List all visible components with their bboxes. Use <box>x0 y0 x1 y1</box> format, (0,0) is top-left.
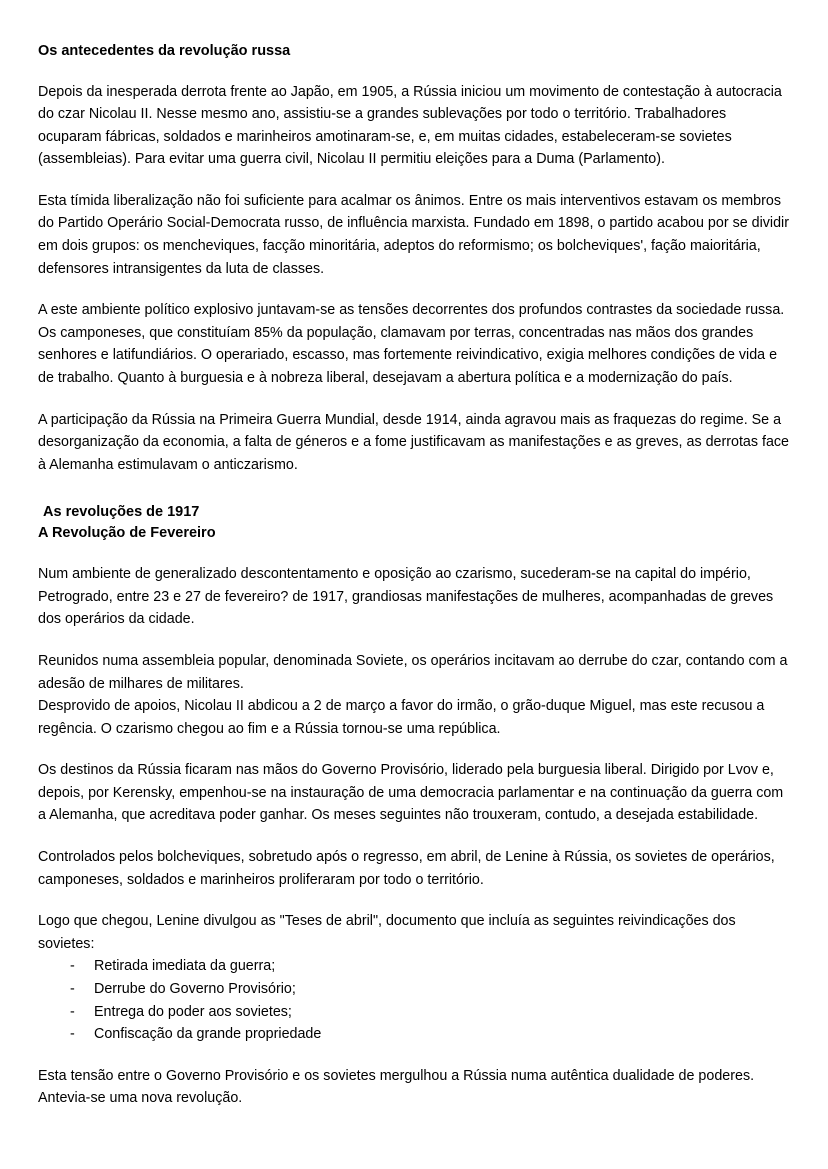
paragraph: Esta tímida liberalização não foi suficiente para acalmar os ânimos. Entre os mais interventivos estavam os membros do Partido Operário Social-Democrata russo, de influência marxista. Fundado em 1898, o partido acabou por se dividir em dois grupos: os mencheviques, facção minoritária, adeptos do reformismo; os bolcheviques', fação maioritária, defensores intransigentes da luta de classes. <box>38 192 789 277</box>
paragraph: Controlados pelos bolcheviques, sobretudo após o regresso, em abril, de Lenine à Rússia, os sovietes de operários, camponeses, soldados e marinheiros proliferaram por todo o território. <box>38 849 775 888</box>
paragraph: Logo que chegou, Lenine divulgou as "Teses de abril", documento que incluía as seguintes reivindicações dos sovietes: <box>38 913 736 952</box>
list-marker: - <box>70 958 75 975</box>
list-item-label: Derrube do Governo Provisório; <box>94 980 296 997</box>
paragraph: Reunidos numa assembleia popular, denominada Soviete, os operários incitavam ao derrube do czar, contando com a adesão de milhares de militares. <box>38 653 788 692</box>
list-marker: - <box>70 980 75 997</box>
list-item <box>70 1023 790 1046</box>
page-title: Os antecedentes da revolução russa <box>38 43 291 59</box>
list-item <box>70 955 790 978</box>
list-item-label: Confiscação da grande propriedade <box>94 1026 322 1043</box>
list-item-label: Entrega do poder aos sovietes; <box>94 1003 292 1020</box>
list-marker: - <box>70 1003 75 1020</box>
paragraph: A participação da Rússia na Primeira Guerra Mundial, desde 1914, ainda agravou mais as fraquezas do regime. Se a desorganização da economia, a falta de géneros e a fome justificavam as manifestações e as greves, as derrotas face à Alemanha estimulavam o anticzarismo. <box>38 411 790 473</box>
paragraph: Depois da inesperada derrota frente ao Japão, em 1905, a Rússia iniciou um movimento de contestação à autocracia do czar Nicolau II. Nesse mesmo ano, assistiu-se a grandes sublevações por todo o território. Trabalhadores ocuparam fábricas, soldados e marinheiros amotinaram-se, e, em muitas cidades, estabeleceram-se sovietes (assembleias). Para evitar uma guerra civil, Nicolau II permitiu eleições para a Duma (Parlamento). <box>38 83 782 168</box>
section-heading-fevereiro: A Revolução de Fevereiro <box>38 525 216 542</box>
paragraph: Num ambiente de generalizado descontentamento e oposição ao czarismo, sucederam-se na capital do império, Petrogrado, entre 23 e 27 de fevereiro? de 1917, grandiosas manifestações de mulheres, acompanhadas de greves dos operários da cidade. <box>38 566 774 628</box>
paragraph: Desprovido de apoios, Nicolau II abdicou a 2 de março a favor do irmão, o grão-duque Miguel, mas este recusou a regência. O czarismo chegou ao fim e a Rússia tornou-se uma república. <box>38 698 765 737</box>
section-heading-revolucoes <box>38 502 790 523</box>
demands-list <box>38 955 790 1045</box>
list-marker: - <box>70 1026 75 1043</box>
paragraph: A este ambiente político explosivo juntavam-se as tensões decorrentes dos profundos contrastes da sociedade russa. Os camponeses, que constituíam 85% da população, clamavam por terras, concentradas nas mãos dos grandes senhores e latifundiários. O operariado, escasso, mas fortemente reivindicativo, exigia melhores condições de vida e de trabalho. Quanto à burguesia e à nobreza liberal, desejavam a abertura política e a modernização do país. <box>38 302 785 386</box>
list-item <box>70 1001 790 1024</box>
list-item <box>70 978 790 1001</box>
paragraph: Os destinos da Rússia ficaram nas mãos do Governo Provisório, liderado pela burguesia liberal. Dirigido por Lvov e, depois, por Kerensky, empenhou-se na instauração de uma democracia parlamentar e na continuação da guerra com a Alemanha, que acreditava poder ganhar. Os meses seguintes não trouxeram, contudo, a desejada estabilidade. <box>38 762 784 824</box>
list-item-label: Retirada imediata da guerra; <box>94 958 276 975</box>
section-heading-revolucoes-label: As revoluções de 1917 <box>43 504 200 521</box>
closing-paragraph: Esta tensão entre o Governo Provisório e os sovietes mergulhou a Rússia numa autêntica dualidade de poderes. Antevia-se uma nova revolução. <box>38 1067 755 1107</box>
